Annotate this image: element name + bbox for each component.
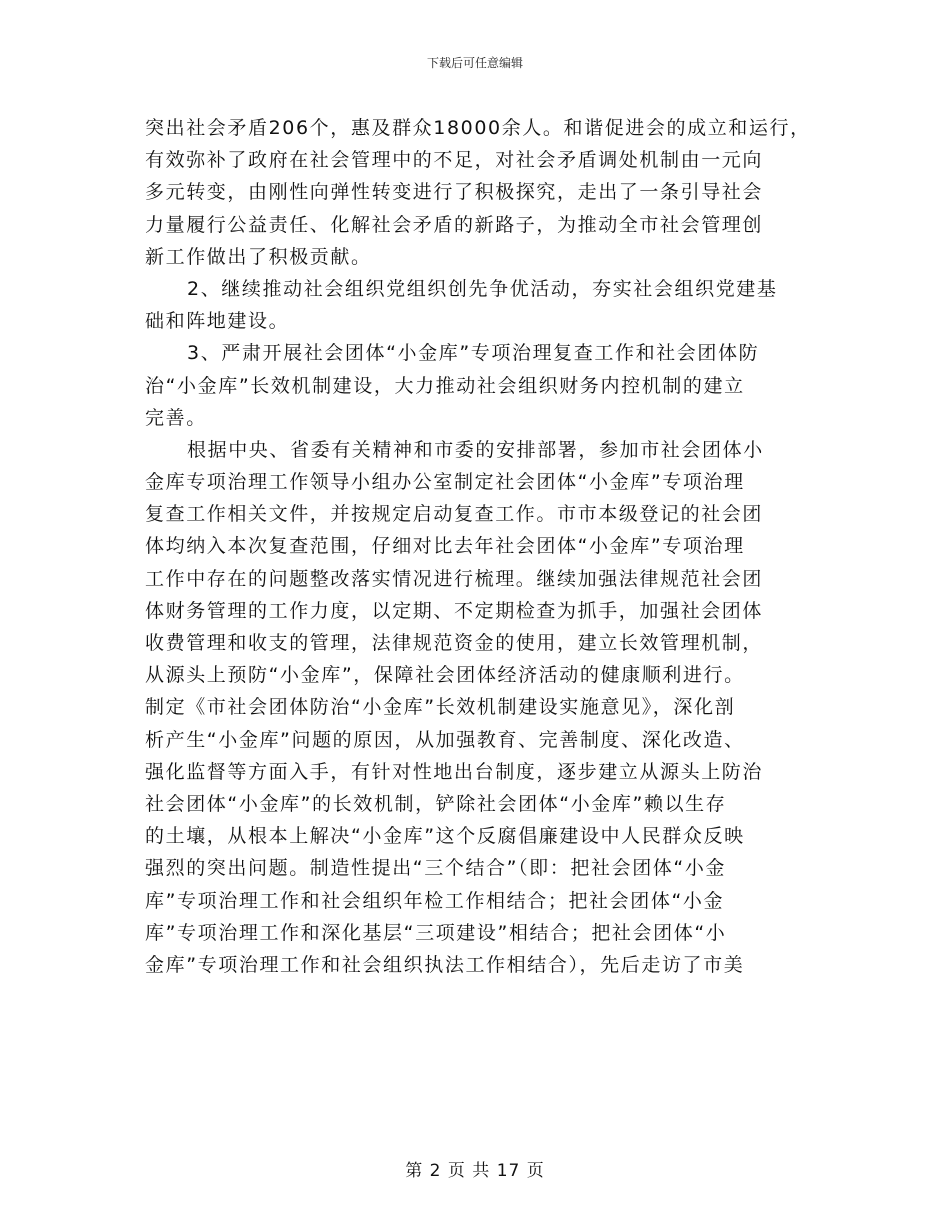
text-line: 金库专项治理工作领导小组办公室制定社会团体“小金库”专项治理 [145, 471, 745, 494]
page-label-prefix: 第 [405, 1161, 424, 1181]
text-line: 强化监督等方面入手，有针对性地出台制度，逐步建立从源头上防治 [145, 760, 764, 783]
text-line: 3、严肃开展社会团体“小金库”专项治理复查工作和社会团体防 [187, 342, 760, 365]
text-line: 体均纳入本次复查范围，仔细对比去年社会团体“小金库”专项治理 [145, 535, 745, 558]
text-line: 突出社会矛盾206个，惠及群众18000余人。和谐促进会的成立和运行， [145, 117, 811, 139]
text-line: 的土壤，从根本上解决“小金库”这个反腐倡廉建设中人民群众反映 [145, 825, 745, 848]
document-body [145, 112, 811, 981]
text-line: 制定《市社会团体防治“小金库”长效机制建设实施意见》，深化剖 [145, 696, 736, 719]
page-header: 下载后可任意编辑 [426, 56, 523, 70]
text-line: 库”专项治理工作和社会组织年检工作相结合；把社会团体“小金 [145, 889, 725, 912]
text-line: 体财务管理的工作力度，以定期、不定期检查为抓手，加强社会团体 [145, 599, 764, 622]
page-label-suffix: 页 [526, 1161, 545, 1181]
text-line: 析产生“小金库”问题的原因，从加强教育、完善制度、深化改造、 [145, 728, 745, 751]
text-line: 收费管理和收支的管理，法律规范资金的使用，建立长效管理机制， [145, 632, 764, 654]
text-line: 多元转变，由刚性向弹性转变进行了积极探究，走出了一条引导社会 [145, 181, 764, 204]
text-line: 从源头上预防“小金库”，保障社会团体经济活动的健康顺利进行。 [145, 664, 745, 687]
text-line: 2、继续推动社会组织党组织创先争优活动，夯实社会组织党建基 [187, 277, 778, 300]
text-line: 根据中央、省委有关精神和市委的安排部署，参加市社会团体小 [187, 438, 764, 461]
text-line: 有效弥补了政府在社会管理中的不足，对社会矛盾调处机制由一元向 [145, 149, 764, 172]
page-label-middle: 页 共 [447, 1161, 491, 1181]
text-line: 库”专项治理工作和深化基层“三项建设”相结合；把社会团体“小 [145, 921, 727, 944]
text-line: 工作中存在的问题整改落实情况进行梳理。继续加强法律规范社会团 [145, 567, 764, 590]
text-line: 社会团体“小金库”的长效机制，铲除社会团体“小金库”赖以生存 [145, 792, 727, 815]
text-line: 新工作做出了积极贡献。 [145, 245, 372, 268]
text-line: 完善。 [145, 406, 207, 429]
text-line: 复查工作相关文件，并按规定启动复查工作。市市本级登记的社会团 [145, 503, 764, 526]
text-line: 强烈的突出问题。制造性提出“三个结合”（即：把社会团体“小金 [145, 857, 727, 880]
current-page-number: 2 [429, 1161, 442, 1181]
text-line: 金库”专项治理工作和社会组织执法工作相结合），先后走访了市美 [145, 953, 745, 976]
text-line: 力量履行公益责任、化解社会矛盾的新路子，为推动全市社会管理创 [145, 213, 764, 236]
text-line: 治“小金库”长效机制建设，大力推动社会组织财务内控机制的建立 [145, 374, 745, 397]
total-pages-number: 17 [496, 1161, 521, 1181]
text-line: 础和阵地建设。 [145, 310, 290, 333]
page-footer [0, 1156, 950, 1181]
